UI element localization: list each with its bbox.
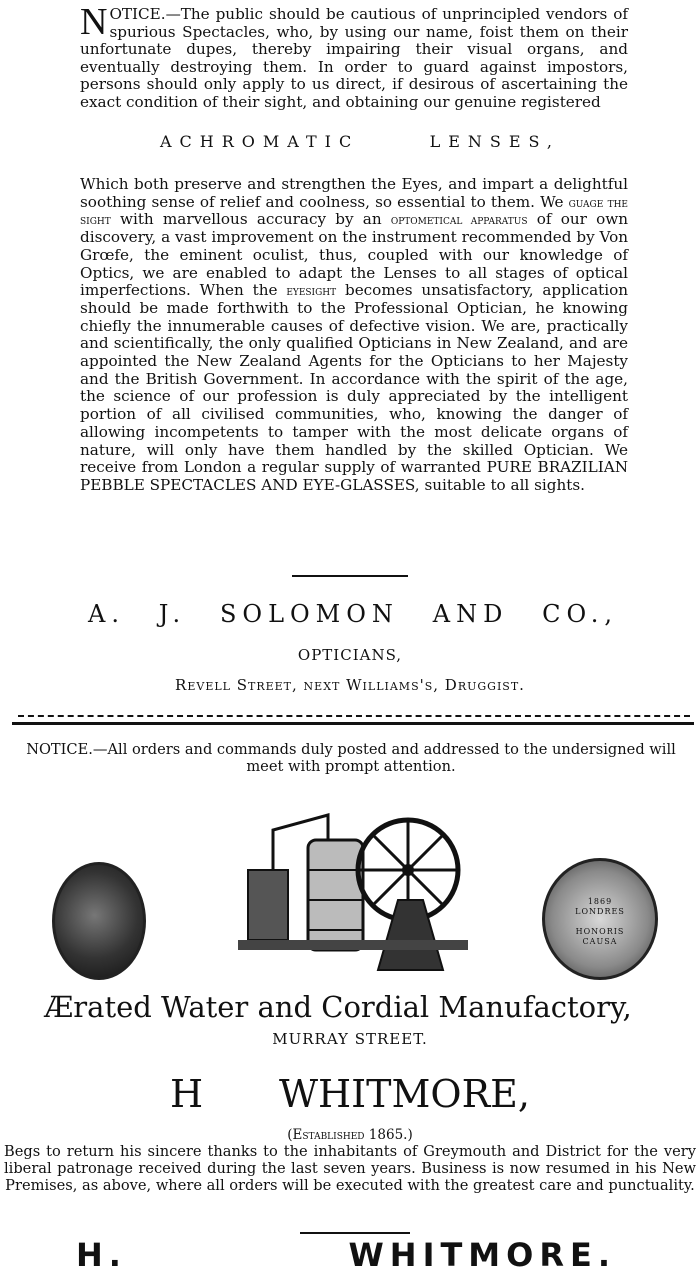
body-text-3: of our own discovery, a vast improvement on the instrument recommended by Von Grœfe, the eminent oculist, thus, coupled with our knowledge of Optics, we are enabled to adapt the Lenses to all stages of optical imperfections. When the: [80, 210, 629, 300]
body-text-2: with marvellous accuracy by an: [119, 210, 382, 229]
sig-word: AND: [432, 600, 509, 628]
orders-notice: NOTICE.—All orders and commands duly posted and addressed to the undersigned will meet with prompt attention.: [26, 741, 676, 775]
sig-word: A.: [88, 600, 125, 628]
sig-word: J.: [158, 600, 187, 628]
medal-text-causa: CAUSA: [582, 937, 618, 946]
short-divider-rule: [292, 575, 408, 577]
lenses-description-paragraph: [80, 176, 628, 495]
solomon-signature: [88, 600, 618, 628]
proprietor-initial: H: [170, 1072, 204, 1116]
medal-text-place: LONDRES: [575, 907, 625, 916]
established-date: (Established 1865.): [287, 1127, 413, 1143]
body-text-1: Which both preserve and strengthen the Eyes, and impart a delightful soothing sense of relief and coolness, so essential to them. We: [80, 175, 628, 211]
achromatic-lenses-heading: [160, 132, 560, 151]
sig2-initial: H.: [76, 1236, 127, 1274]
aerated-water-machine-illustration: [228, 800, 478, 975]
column-separator-dashed: [18, 715, 690, 717]
medal-text-honoris: HONORIS: [575, 927, 625, 936]
column-separator-rule: [12, 722, 694, 725]
notice-text: OTICE.—The public should be cautious of unprincipled vendors of spurious Spectacles, who, by using our name, foist them on their unfortunate dupes, thereby impairing their visual organs, and eventually destroying them. In order to guard against impostors, persons should only apply to us direct, if desirous of ascertaining the exact condition of their sight, and obtaining our genuine registered: [80, 5, 628, 111]
sig-word: CO.,: [542, 600, 618, 628]
prize-medal-reverse: [542, 858, 658, 980]
manufactory-paragraph: Begs to return his sincere thanks to the inhabitants of Greymouth and District for the very liberal patronage received during the last seven years. Business is now resumed in his New Premises, as above, where all orders will be executed with the greatest care and punctuality.: [4, 1143, 696, 1195]
small-caps-eyesight: eyesight: [286, 283, 337, 299]
prize-medal-obverse-image: [52, 862, 146, 980]
proprietor-name: [170, 1072, 530, 1116]
small-caps-guage: guage the sight: [80, 194, 629, 228]
sig2-surname: WHITMORE.: [348, 1236, 616, 1274]
manufactory-title: Ærated Water and Cordial Manufactory,: [44, 990, 632, 1024]
heading-word-achromatic: ACHROMATIC: [160, 132, 360, 151]
opticians-label: OPTICIANS,: [297, 646, 403, 664]
small-caps-apparatus: optometical apparatus: [390, 212, 528, 228]
body-text-4: becomes unsatisfactory, application should be made forthwith to the Professional Optician, he knowing chiefly the innumerable causes of defective vision. We are, practically and scientifically, the only qualified Opticians in New Zealand, and are appointed the New Zealand Agents for the Opticians to her Majesty and the British Government. In accordance with the spirit of the age, the science of our profession is duly appreciated by the intelligent portion of all civilised communities, who, knowing the danger of allowing incompetents to tamper with the most delicate organs of nature, will only have them handled by the skilled Optician. We receive from London a regular supply of warranted PURE BRAZILIAN PEBBLE SPECTACLES AND EYE-GLASSES, suitable to all sights.: [80, 281, 629, 494]
machine-vessel: [308, 840, 363, 950]
notice-paragraph: [80, 1, 628, 112]
sig-word: SOLOMON: [219, 600, 399, 628]
opticians-address: Revell Street, next Williams's, Druggist.: [175, 676, 525, 694]
medal-text-year: 1869: [587, 897, 613, 906]
whitmore-signature: [76, 1236, 616, 1274]
short-divider-rule-2: [300, 1232, 410, 1234]
heading-word-lenses: LENSES,: [429, 132, 560, 151]
drop-cap-letter: N: [80, 1, 108, 43]
manufactory-street: MURRAY STREET.: [272, 1030, 428, 1048]
proprietor-surname: WHITMORE,: [278, 1072, 530, 1116]
machine-cylinder: [248, 870, 288, 940]
